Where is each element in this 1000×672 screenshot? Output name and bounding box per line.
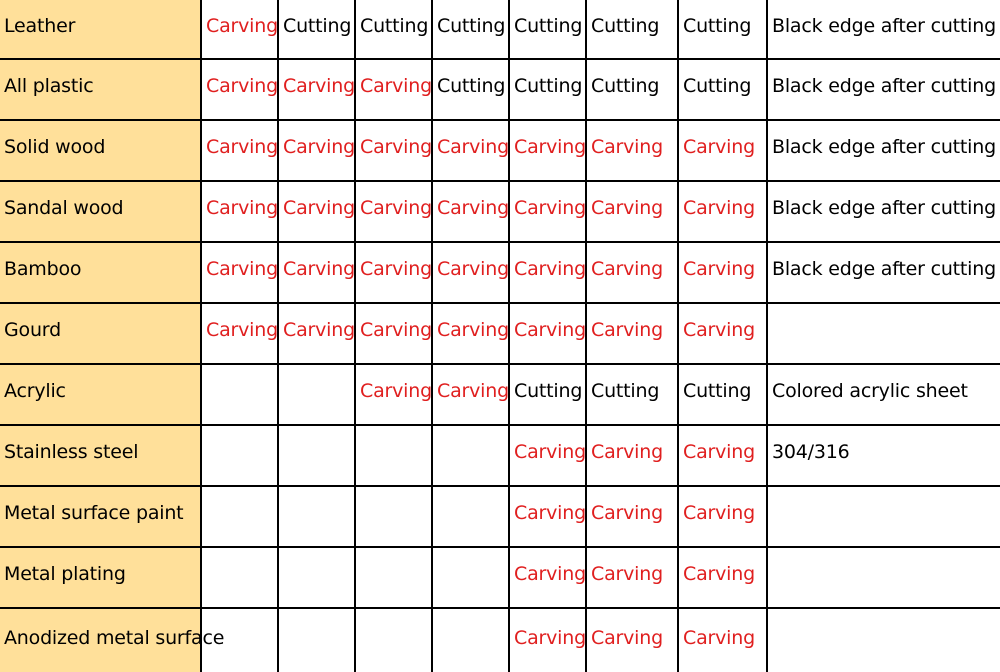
carving-cell: Carving xyxy=(509,181,586,242)
carving-cell: Carving xyxy=(678,608,767,672)
note-cell xyxy=(767,547,1000,608)
empty-cell xyxy=(278,547,355,608)
material-name-cell: Solid wood xyxy=(0,120,201,181)
empty-cell xyxy=(201,547,278,608)
carving-cell: Carving xyxy=(509,547,586,608)
empty-cell xyxy=(355,486,432,547)
carving-cell: Carving xyxy=(201,59,278,120)
carving-cell: Carving xyxy=(678,547,767,608)
material-name-cell: Gourd xyxy=(0,303,201,364)
note-cell: Black edge after cutting xyxy=(767,59,1000,120)
carving-cell: Carving xyxy=(278,120,355,181)
empty-cell xyxy=(432,486,509,547)
empty-cell xyxy=(201,364,278,425)
cutting-cell: Cutting xyxy=(586,0,678,59)
table-row xyxy=(0,242,1000,303)
cutting-cell: Cutting xyxy=(509,59,586,120)
carving-cell: Carving xyxy=(586,181,678,242)
empty-cell xyxy=(355,547,432,608)
carving-cell: Carving xyxy=(509,608,586,672)
carving-cell: Carving xyxy=(278,303,355,364)
carving-cell: Carving xyxy=(678,242,767,303)
carving-cell: Carving xyxy=(201,181,278,242)
carving-cell: Carving xyxy=(355,181,432,242)
empty-cell xyxy=(201,486,278,547)
note-cell: Colored acrylic sheet xyxy=(767,364,1000,425)
cutting-cell: Cutting xyxy=(678,59,767,120)
carving-cell: Carving xyxy=(678,181,767,242)
carving-cell: Carving xyxy=(355,120,432,181)
table-row xyxy=(0,0,1000,59)
material-name-cell: Anodized metal surface xyxy=(0,608,201,672)
carving-cell: Carving xyxy=(432,303,509,364)
empty-cell xyxy=(432,425,509,486)
carving-cell: Carving xyxy=(586,425,678,486)
material-name-cell: Leather xyxy=(0,0,201,59)
carving-cell: Carving xyxy=(509,242,586,303)
table-row xyxy=(0,303,1000,364)
note-cell: 304/316 xyxy=(767,425,1000,486)
carving-cell: Carving xyxy=(586,120,678,181)
carving-cell: Carving xyxy=(586,242,678,303)
empty-cell xyxy=(201,425,278,486)
table-row xyxy=(0,364,1000,425)
material-name-cell: Stainless steel xyxy=(0,425,201,486)
carving-cell: Carving xyxy=(278,242,355,303)
table-row xyxy=(0,120,1000,181)
carving-cell: Carving xyxy=(509,425,586,486)
carving-cell: Carving xyxy=(678,120,767,181)
carving-cell: Carving xyxy=(432,364,509,425)
carving-cell: Carving xyxy=(432,242,509,303)
carving-cell: Carving xyxy=(586,486,678,547)
cutting-cell: Cutting xyxy=(678,0,767,59)
material-name-cell: Bamboo xyxy=(0,242,201,303)
carving-cell: Carving xyxy=(278,181,355,242)
empty-cell xyxy=(278,608,355,672)
note-cell: Black edge after cutting xyxy=(767,120,1000,181)
material-name-cell: All plastic xyxy=(0,59,201,120)
material-name-cell: Acrylic xyxy=(0,364,201,425)
carving-cell: Carving xyxy=(678,303,767,364)
note-cell: Black edge after cutting xyxy=(767,181,1000,242)
carving-cell: Carving xyxy=(355,59,432,120)
cutting-cell: Cutting xyxy=(586,59,678,120)
note-cell xyxy=(767,303,1000,364)
table-row xyxy=(0,547,1000,608)
carving-cell: Carving xyxy=(586,547,678,608)
cutting-cell: Cutting xyxy=(586,364,678,425)
note-cell xyxy=(767,608,1000,672)
empty-cell xyxy=(432,608,509,672)
cutting-cell: Cutting xyxy=(432,59,509,120)
carving-cell: Carving xyxy=(355,303,432,364)
material-name-cell: Metal plating xyxy=(0,547,201,608)
cutting-cell: Cutting xyxy=(355,0,432,59)
carving-cell: Carving xyxy=(509,120,586,181)
carving-cell: Carving xyxy=(678,486,767,547)
cutting-cell: Cutting xyxy=(278,0,355,59)
carving-cell: Carving xyxy=(586,608,678,672)
empty-cell xyxy=(278,425,355,486)
material-name-cell: Metal surface paint xyxy=(0,486,201,547)
table-row xyxy=(0,425,1000,486)
note-cell: Black edge after cutting xyxy=(767,242,1000,303)
note-cell: Black edge after cutting xyxy=(767,0,1000,59)
empty-cell xyxy=(278,364,355,425)
table-row xyxy=(0,181,1000,242)
empty-cell xyxy=(355,608,432,672)
cutting-cell: Cutting xyxy=(432,0,509,59)
carving-cell: Carving xyxy=(586,303,678,364)
carving-cell: Carving xyxy=(509,303,586,364)
carving-cell: Carving xyxy=(678,425,767,486)
carving-cell: Carving xyxy=(432,120,509,181)
carving-cell: Carving xyxy=(355,364,432,425)
table-row xyxy=(0,59,1000,120)
table-row xyxy=(0,486,1000,547)
carving-cell: Carving xyxy=(509,486,586,547)
empty-cell xyxy=(278,486,355,547)
carving-cell: Carving xyxy=(201,0,278,59)
material-name-cell: Sandal wood xyxy=(0,181,201,242)
table-row xyxy=(0,608,1000,672)
carving-cell: Carving xyxy=(278,59,355,120)
cutting-cell: Cutting xyxy=(509,0,586,59)
carving-cell: Carving xyxy=(432,181,509,242)
carving-cell: Carving xyxy=(201,303,278,364)
carving-cell: Carving xyxy=(201,242,278,303)
note-cell xyxy=(767,486,1000,547)
cutting-cell: Cutting xyxy=(678,364,767,425)
carving-cell: Carving xyxy=(355,242,432,303)
cutting-cell: Cutting xyxy=(509,364,586,425)
empty-cell xyxy=(355,425,432,486)
empty-cell xyxy=(432,547,509,608)
carving-cell: Carving xyxy=(201,120,278,181)
